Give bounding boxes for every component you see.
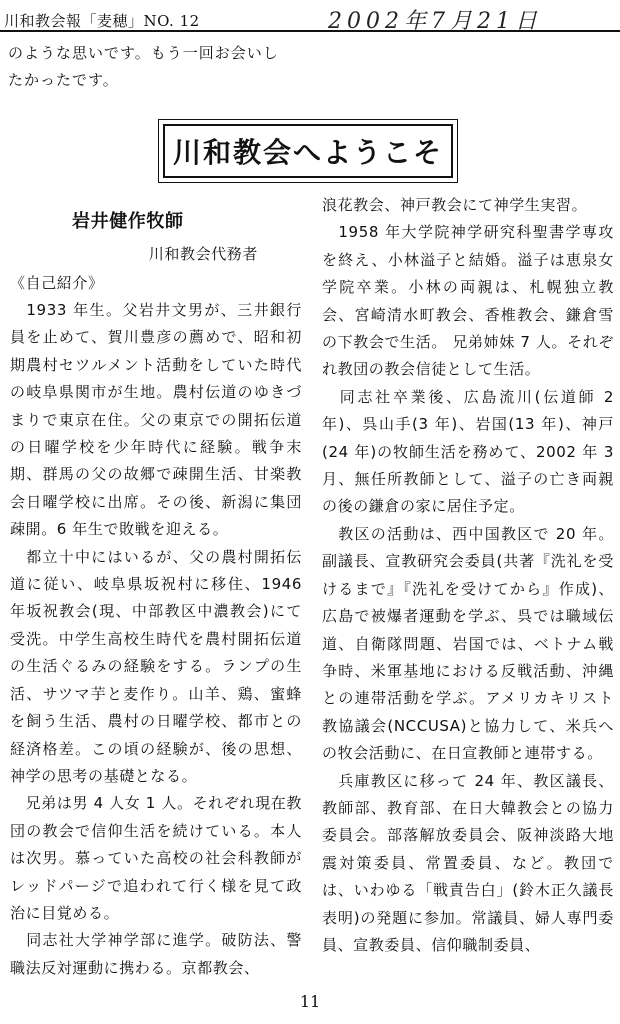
article-title: 川和教会へようこそ (163, 124, 453, 178)
paragraph: 同志社大学神学部に進学。破防法、警職法反対運動に携わる。京都教会、 (10, 931, 302, 977)
page-number: 11 (299, 992, 321, 1011)
handwritten-date: 2002年7月21日 (328, 9, 542, 34)
paragraph: 浪花教会、神戸教会にて神学生実習。 (322, 196, 588, 214)
paragraph: 兄弟は男 4 人女 1 人。それぞれ現在教団の教会で信仰生活を続けている。本人は次男。慕っていた高校の社会科教師がレッドパージで追われて行く様を見て政治に目覚める。 (10, 794, 302, 922)
section-heading: 《自己紹介》 (10, 274, 104, 292)
prev-line: たかったです。 (8, 71, 119, 89)
header-rule (0, 30, 620, 32)
author-name: 岩井健作牧師 (72, 211, 184, 232)
prev-line: のような思いです。もう一回お会いし (8, 44, 279, 62)
paragraph: 教区の活動は、西中国教区で 20 年。副議長、宣教研究会委員(共著『洗礼を受けるまで』『洗礼を受けてから』作成)、広島で被爆者運動を学ぶ、呉では職域伝道、自衛隊問題、岩国では、ベトナム戦争時、米軍基地における反戦活動、沖縄との連帯活動を学ぶ。アメリカキリスト教協議会(NCCUSA)と協力して、米兵への牧会活動に、在日宣教師と連帯する。 (322, 524, 614, 763)
paragraph: 都立十中にはいるが、父の農村開拓伝道に従い、岐阜県坂祝村に移住、1946 年坂祝教会(現、中部教区中濃教会)にて受洗。中学生高校生時代を農村開拓伝道の生活ぐるみの経験をする。ランプの生活、サツマ芋と麦作り。山羊、鶏、蜜蜂を飼う生活、農村の日曜学校、都市との経済格差。この頃の経験が、後の思想、神学の思考の基礎となる。 (10, 547, 302, 785)
paragraph: 1933 年生。父岩井文男が、三井銀行員を止めて、賀川豊彦の薦めで、昭和初期農村セツルメント活動をしていた時代の岐阜県関市が生地。農村伝道のゆきづまりで東京在住。父の東京での開拓伝道の日曜学校を少年時代に経験。戦争末期、群馬の父の故郷で疎開生活、甘楽教会日曜学校に出席。その後、新潟に集団疎開。6 年生で敗戦を迎える。 (10, 301, 302, 539)
author-role: 川和教会代務者 (148, 245, 258, 263)
paragraph: 1958 年大学院神学研究科聖書学専攻を終え、小林溢子と結婚。溢子は恵泉女学院卒業。小林の両親は、札幌独立教会、宮崎清水町教会、香椎教会、鎌倉雪の下教会で生活。 兄弟姉妹 7 人。それぞれ教団の教会信徒として生活。 (322, 223, 614, 379)
article-title-box (158, 119, 458, 183)
left-column (10, 205, 302, 982)
right-column (322, 192, 614, 959)
paragraph: 兵庫教区に移って 24 年、教区議長、教師部、教育部、在日大韓教会との協力委員会。部落解放委員会、阪神淡路大地震対策委員、常置委員、など。教団では、いわゆる「戦責告白」(鈴木正久議長表明)の発題に参加。常議員、婦人専門委員、宣教委員、信仰職制委員、 (322, 771, 614, 954)
newsletter-title: 川和教会報「麦穂」NO. 12 (4, 12, 200, 30)
paragraph: 同志社卒業後、広島流川(伝道師 2 年)、呉山手(3 年)、岩国(13 年)、神戸(24 年)の牧師生活を務めて、2002 年 3 月、無任所教師として、溢子の亡き両親の後の鎌倉の家に居住予定。 (322, 387, 614, 516)
previous-article-tail (8, 40, 308, 94)
